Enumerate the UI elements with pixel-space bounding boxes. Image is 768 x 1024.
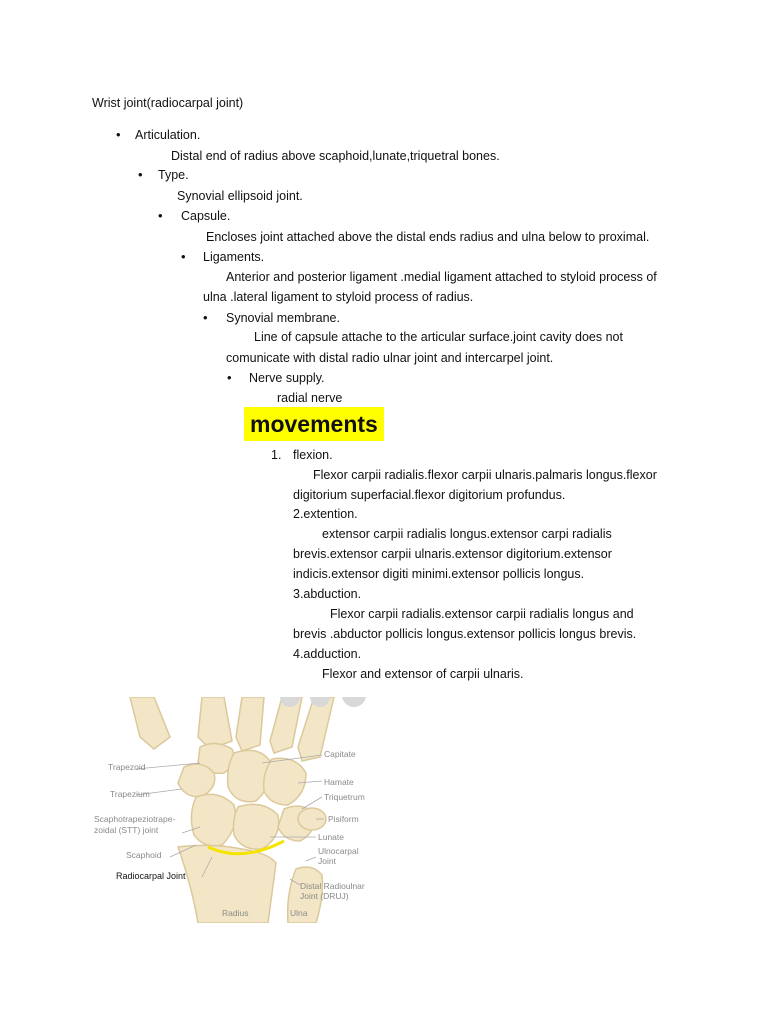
- section-body-ligaments-1: Anterior and posterior ligament .medial ligament attached to styloid process of: [226, 270, 657, 284]
- section-heading-capsule: Capsule.: [181, 209, 231, 223]
- label-stt-1: Scaphotrapeziotrape-: [94, 814, 176, 824]
- scaphoid-bone: [191, 794, 235, 846]
- section-heading-synovial: Synovial membrane.: [226, 311, 340, 325]
- label-radiocarpal-joint: Radiocarpal Joint: [116, 871, 186, 881]
- section-body-synovial-1: Line of capsule attache to the articular surface.joint cavity does not: [254, 330, 623, 344]
- label-stt-2: zoidal (STT) joint: [94, 825, 159, 835]
- bullet-dot: •: [227, 370, 232, 385]
- hamate-bone: [264, 758, 306, 805]
- wrist-bones-illustration: [92, 697, 380, 923]
- trapezium-bone: [178, 764, 215, 797]
- label-radius: Radius: [222, 908, 249, 918]
- movement-body-abduction-2: brevis .abductor pollicis longus.extensor pollicis longus brevis.: [293, 627, 637, 641]
- metacarpal-bone: [198, 697, 232, 749]
- label-lunate: Lunate: [318, 832, 344, 842]
- label-capitate: Capitate: [324, 749, 356, 759]
- label-ulna: Ulna: [290, 908, 308, 918]
- movement-body-extension-2: brevis.extensor carpii ulnaris.extensor digitorium.extensor: [293, 547, 612, 561]
- metacarpal-bone: [236, 697, 264, 751]
- page-title: Wrist joint(radiocarpal joint): [92, 96, 244, 110]
- wrist-anatomy-figure: [92, 697, 380, 923]
- lunate-bone: [234, 804, 279, 849]
- bullet-dot: •: [203, 310, 208, 325]
- movement-body-extension-3: indicis.extensor digiti minimi.extensor pollicis longus.: [293, 567, 585, 581]
- movement-body-extension-1: extensor carpii radialis longus.extensor carpi radialis: [322, 527, 612, 541]
- section-heading-ligaments: Ligaments.: [203, 250, 265, 264]
- movement-body-adduction: Flexor and extensor of carpii ulnaris.: [322, 667, 524, 681]
- section-body-type: Synovial ellipsoid joint.: [177, 189, 303, 203]
- section-heading-nerve: Nerve supply.: [249, 371, 325, 385]
- bullet-dot: •: [138, 167, 143, 182]
- movement-heading-extension: 2.extention.: [293, 507, 358, 521]
- section-body-synovial-2: comunicate with distal radio ulnar joint and intercarpel joint.: [226, 351, 554, 365]
- movements-heading: movements: [244, 407, 384, 441]
- label-druj-1: Distal Radioulnar: [300, 881, 365, 891]
- section-body-capsule: Encloses joint attached above the distal ends radius and ulna below to proximal.: [206, 230, 650, 244]
- movement-body-flexion-2: digitorium superfacial.flexor digitorium profundus.: [293, 488, 566, 502]
- label-trapezoid: Trapezoid: [108, 762, 146, 772]
- label-ulnocarpal-2: Joint: [318, 856, 336, 866]
- movement-heading-adduction: 4.adduction.: [293, 647, 362, 661]
- list-marker: 1.: [271, 448, 282, 462]
- label-ulnocarpal-1: Ulnocarpal: [318, 846, 359, 856]
- section-body-articulation: Distal end of radius above scaphoid,lunate,triquetral bones.: [171, 149, 500, 163]
- label-trapezium: Trapezium: [110, 789, 150, 799]
- section-body-nerve: radial nerve: [277, 391, 343, 405]
- movement-heading-flexion: flexion.: [293, 448, 333, 462]
- movement-body-flexion-1: Flexor carpii radialis.flexor carpii ulnaris.palmaris longus.flexor: [313, 468, 657, 482]
- metacarpal-bone: [130, 697, 170, 749]
- movement-body-abduction-1: Flexor carpii radialis.extensor carpii radialis longus and: [330, 607, 634, 621]
- label-druj-2: Joint (DRUJ): [300, 891, 349, 901]
- label-triquetrum: Triquetrum: [324, 792, 365, 802]
- bullet-dot: •: [116, 127, 121, 142]
- section-heading-type: Type.: [158, 168, 189, 182]
- label-scaphoid: Scaphoid: [126, 850, 162, 860]
- label-pisiform: Pisiform: [328, 814, 359, 824]
- label-hamate: Hamate: [324, 777, 354, 787]
- section-heading-articulation: Articulation.: [135, 128, 201, 142]
- movement-heading-abduction: 3.abduction.: [293, 587, 362, 601]
- bullet-dot: •: [181, 249, 186, 264]
- section-body-ligaments-2: ulna .lateral ligament to styloid process of radius.: [203, 290, 474, 304]
- bullet-dot: •: [158, 208, 163, 223]
